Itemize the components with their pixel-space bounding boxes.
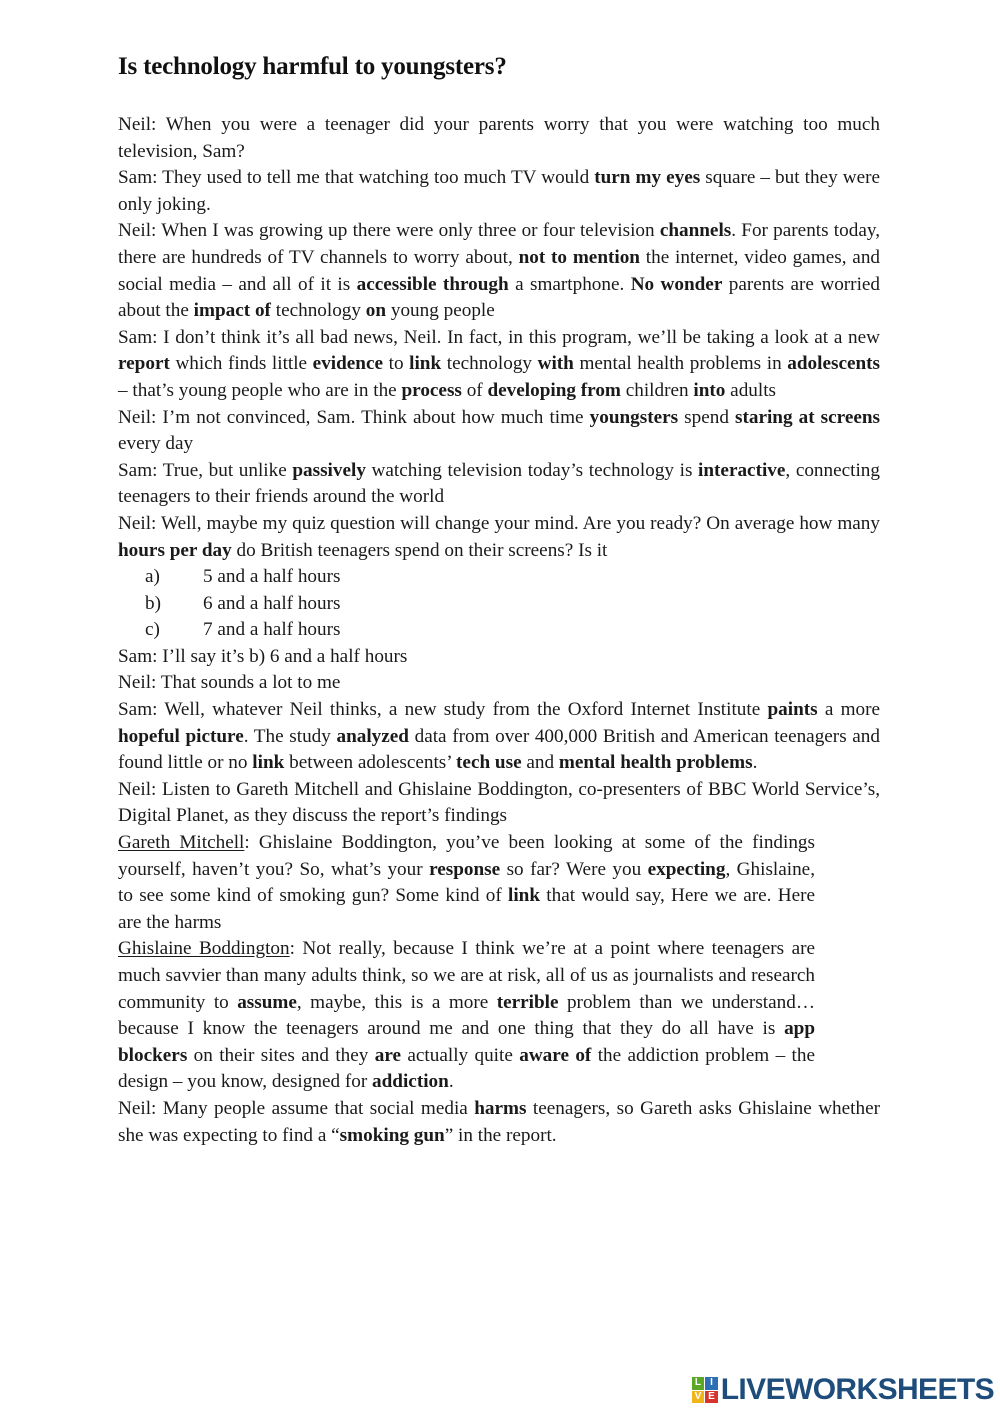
bold-text-run: report [118, 353, 170, 375]
logo-letter-cell: V [692, 1391, 705, 1404]
transcript-paragraph [118, 458, 880, 511]
text-run: children [620, 379, 694, 401]
text-run: every day [118, 433, 194, 455]
quiz-options-list [118, 564, 880, 644]
logo-letter-cell: I [705, 1377, 718, 1390]
transcript-paragraph [118, 325, 880, 405]
text-run: to [383, 353, 410, 375]
text-run: do British teenagers spend on their screens? Is it [231, 539, 608, 561]
bold-text-run: adolescents [787, 353, 880, 375]
text-run: that would say, Here we are. Here are the harms [118, 885, 815, 933]
bold-text-run: app blockers [118, 1018, 815, 1066]
interview-block [118, 830, 880, 1096]
text-run: Neil: When you were a teenager did your parents worry that you were watching too much television, Sam? [118, 114, 880, 162]
text-run: Neil: Many people assume that social media [118, 1097, 475, 1119]
bold-text-run: evidence [312, 353, 384, 375]
text-run: . [448, 1071, 454, 1093]
quiz-option-label: 7 and a half hours [203, 619, 341, 641]
text-run: : Ghislaine Boddington, you’ve been looking at some of the findings yourself, haven’t you? So, what’s your [118, 832, 815, 880]
text-run: spend [678, 406, 735, 428]
text-run: square – but they were only joking. [118, 167, 880, 215]
text-run: young people [386, 300, 495, 322]
text-run: Neil: Well, maybe my quiz question will change your mind. Are you ready? On average how many [118, 512, 880, 534]
quiz-option[interactable] [118, 564, 880, 591]
text-run: parents are worried about the [118, 273, 881, 322]
text-run: mental health problems in [573, 353, 788, 375]
transcript-paragraph [118, 165, 880, 218]
bold-text-run: tech use [456, 752, 522, 774]
bold-text-run: into [693, 379, 726, 401]
text-run: on their sites and they [187, 1044, 375, 1066]
quiz-option-marker: b) [145, 592, 161, 614]
bold-text-run: turn my eyes [594, 167, 701, 189]
bold-text-run: hopeful picture [118, 725, 244, 747]
bold-text-run: impact of [193, 300, 271, 322]
paragraph-group-closing [118, 1096, 880, 1149]
bold-text-run: passively [292, 459, 366, 481]
bold-text-run: link [409, 353, 442, 375]
bold-text-run: developing from [487, 379, 621, 401]
text-run: Neil: When I was growing up there were only three or four television [118, 220, 660, 242]
text-run: Neil: Listen to Gareth Mitchell and Ghislaine Boddington, co-presenters of BBC World Service’s, Digital Planet, as they discuss the report’s findings [118, 778, 880, 827]
text-run: watching television today’s technology is [365, 459, 699, 481]
text-run: problem than we understand… because I know the teenagers around me and one thing that they do all have is [118, 991, 816, 1040]
transcript-paragraph [118, 511, 880, 564]
bold-text-run: link [508, 885, 541, 907]
text-run: of [461, 379, 488, 401]
bold-text-run: response [429, 858, 501, 880]
bold-text-run: youngsters [589, 406, 679, 428]
bold-text-run: analyzed [336, 725, 409, 747]
text-run: which finds little [169, 353, 313, 375]
text-run: ” in the report. [444, 1124, 557, 1146]
text-run: Sam: Well, whatever Neil thinks, a new study from the Oxford Internet Institute [118, 699, 768, 721]
transcript-paragraph [118, 112, 880, 165]
text-run: so far? Were you [500, 858, 648, 880]
text-run: , maybe, this is a more [296, 991, 497, 1013]
interview-speaker-name: Ghislaine Boddington [118, 938, 290, 960]
text-run: Sam: I’ll say it’s b) 6 and a half hours [118, 645, 408, 667]
bold-text-run: aware of [519, 1044, 592, 1066]
text-run: Sam: True, but unlike [118, 459, 293, 481]
bold-text-run: with [537, 353, 574, 375]
text-run: the addiction problem – the design – you know, designed for [118, 1044, 816, 1093]
transcript-paragraph [118, 218, 880, 324]
bold-text-run: smoking gun [339, 1124, 445, 1146]
bold-text-run: link [252, 752, 285, 774]
interview-speaker-name: Gareth Mitchell [118, 832, 245, 854]
interview-paragraph [118, 830, 815, 936]
bold-text-run: mental health problems [558, 752, 753, 774]
text-run: a smartphone. [508, 273, 631, 295]
quiz-option-label: 5 and a half hours [203, 566, 341, 588]
transcript-paragraph [118, 777, 880, 830]
logo-letter-cell: L [692, 1377, 705, 1390]
text-run: teenagers, so Gareth asks Ghislaine whether she was expecting to find a “ [118, 1097, 880, 1146]
text-run: Neil: I’m not convinced, Sam. Think about how much time [118, 406, 590, 428]
text-run: a more [817, 699, 880, 721]
text-run: : Not really, because I think we’re at a point where teenagers are much savvier than many adults think, so we are at risk, all of us as journalists and research community to [118, 938, 815, 1013]
paragraph-group-intro [118, 112, 880, 564]
page-title: Is technology harmful to youngsters? [118, 53, 507, 80]
bold-text-run: assume [237, 991, 297, 1013]
text-run: Neil: That sounds a lot to me [118, 672, 341, 694]
text-run: the internet, video games, and social media – and all of it is [118, 246, 881, 295]
quiz-option-marker: c) [145, 619, 160, 641]
bold-text-run: harms [474, 1097, 527, 1119]
text-run: between adolescents’ [284, 752, 457, 774]
transcript-paragraph [118, 405, 880, 458]
text-run: , connecting teenagers to their friends around the world [118, 459, 880, 508]
text-run: data from over 400,000 British and American teenagers and found little or no [118, 725, 880, 774]
quiz-option[interactable] [118, 591, 880, 618]
text-run: , Ghislaine, to see some kind of smoking gun? Some kind of [118, 858, 815, 907]
text-run: – that’s young people who are in the [118, 379, 402, 401]
text-run: . [752, 752, 758, 774]
text-run: and [521, 752, 559, 774]
text-run: adults [725, 379, 777, 401]
bold-text-run: process [401, 379, 462, 401]
logo-letter-cell: E [705, 1391, 718, 1404]
bold-text-run: staring at screens [735, 406, 880, 428]
transcript-body [118, 112, 880, 1149]
quiz-option-marker: a) [145, 566, 160, 588]
bold-text-run: are [374, 1044, 402, 1066]
text-run: technology [270, 300, 366, 322]
liveworksheets-logo-icon [692, 1377, 718, 1403]
document-page [118, 0, 880, 1149]
quiz-option-label: 6 and a half hours [203, 592, 341, 614]
text-run: actually quite [401, 1044, 520, 1066]
bold-text-run: terrible [496, 991, 559, 1013]
paragraph-group-study [118, 644, 880, 830]
text-run: technology [441, 353, 538, 375]
bold-text-run: addiction [372, 1071, 449, 1093]
bold-text-run: accessible through [356, 273, 509, 295]
liveworksheets-footer [692, 1375, 994, 1405]
bold-text-run: interactive [698, 459, 786, 481]
interview-paragraph [118, 936, 815, 1096]
bold-text-run: expecting [647, 858, 726, 880]
liveworksheets-wordmark: LIVEWORKSHEETS [720, 1373, 994, 1406]
quiz-option[interactable] [118, 617, 880, 644]
bold-text-run: channels [659, 220, 732, 242]
bold-text-run: paints [767, 699, 818, 721]
transcript-paragraph [118, 697, 880, 777]
text-run: Sam: They used to tell me that watching too much TV would [118, 167, 595, 189]
bold-text-run: hours per day [118, 539, 232, 561]
transcript-paragraph [118, 644, 880, 671]
text-run: Sam: I don’t think it’s all bad news, Neil. In fact, in this program, we’ll be taking a look at a new [118, 326, 880, 348]
bold-text-run: on [365, 300, 387, 322]
bold-text-run: not to mention [518, 246, 640, 268]
text-run: . The study [243, 725, 337, 747]
transcript-paragraph [118, 1096, 880, 1149]
text-run: . For parents today, there are hundreds of TV channels to worry about, [118, 220, 880, 268]
bold-text-run: No wonder [630, 273, 723, 295]
transcript-paragraph [118, 670, 880, 697]
